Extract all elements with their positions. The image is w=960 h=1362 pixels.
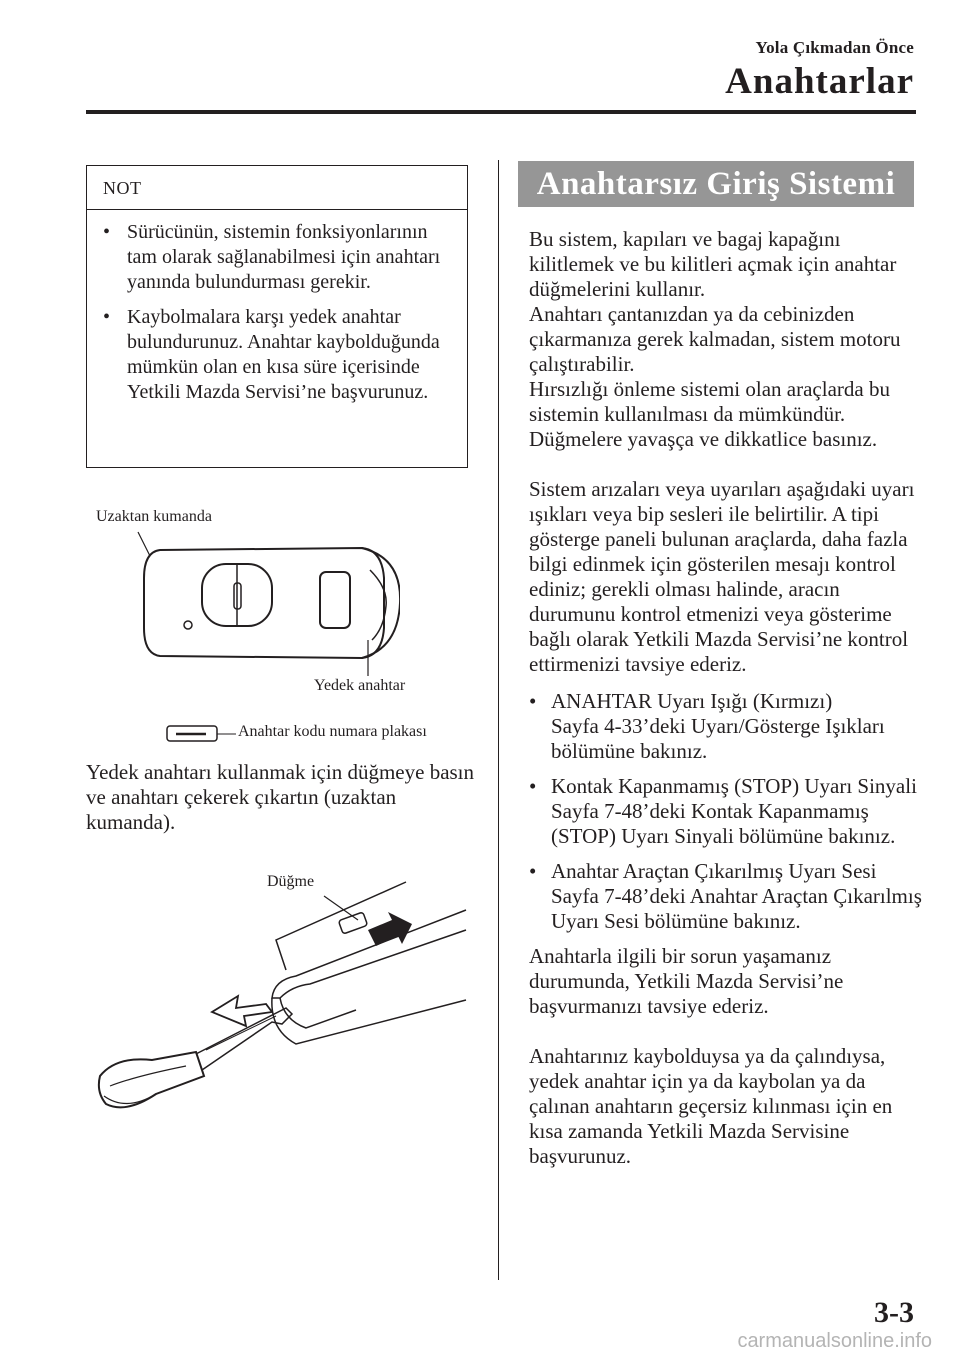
- paragraph: Sistem arızaları veya uyarıları aşağıdaki uyarı ışıkları veya bip sesleri ile belirtilir. A tipi gösterge paneli bulunan araçlarda, daha fazla bilgi edinmek için gösterilen mesajı kontrol ediniz; gerekli olması halinde, aracın durumunu kontrol etmenizi veya gösterime bağlı olarak Yetkili Mazda Servisi’ne kontrol ettirmenizi tavsiye ederiz.: [529, 477, 915, 676]
- warning-item: [529, 859, 929, 934]
- warning-title: • Kontak Kapanmamış (STOP) Uyarı Sinyali: [551, 774, 917, 798]
- paragraph: Anahtarınız kaybolduysa ya da çalındıysa, yedek anahtar için ya da kaybolan ya da çalınan anahtarın geçersiz kılınması için en kısa zamanda Yetkili Mazda Servisine başvurunuz.: [529, 1044, 893, 1168]
- paragraph: Anahtarla ilgili bir sorun yaşamanız durumunda, Yetkili Mazda Servisi’ne başvurmanızı tavsiye ederiz.: [529, 944, 844, 1018]
- spare-key-removal-illustration: [96, 880, 476, 1130]
- section-banner: Anahtarsız Giriş Sistemi: [518, 161, 914, 207]
- warning-reference: Sayfa 7-48’deki Kontak Kapanmamış (STOP) Uyarı Sinyali bölümüne bakınız.: [551, 799, 896, 848]
- note-box: [86, 165, 468, 468]
- label-remote: Uzaktan kumanda: [96, 508, 212, 525]
- chapter-title: Yola Çıkmadan Önce: [755, 38, 914, 57]
- label-spare-key: Yedek anahtar: [314, 677, 406, 694]
- paragraph: Düğmelere yavaşça ve dikkatlice basınız.: [529, 427, 878, 451]
- header-rule: [86, 110, 916, 114]
- note-item: • Kaybolmalara karşı yedek anahtar bulundurunuz. Anahtar kaybolduğunda mümkün olan en kısa süre içerisinde Yetkili Mazda Servisi’ne başvurunuz.: [87, 305, 467, 405]
- label-code-plate: Anahtar kodu numara plakası: [238, 723, 427, 740]
- paragraph: Hırsızlığı önleme sistemi olan araçlarda bu sistemin kullanılması da mümkündür.: [529, 377, 890, 426]
- warning-list: [529, 689, 929, 934]
- spare-key-instruction: Yedek anahtarı kullanmak için düğmeye basın ve anahtarı çekerek çıkartın (uzaktan kumanda).: [86, 760, 475, 834]
- label-button: Düğme: [267, 873, 315, 890]
- warning-title: • ANAHTAR Uyarı Işığı (Kırmızı): [551, 689, 833, 713]
- paragraph: Bu sistem, kapıları ve bagaj kapağını kilitlemek ve bu kilitleri açmak için anahtar düğmelerini kullanır.: [529, 227, 897, 301]
- warning-item: [529, 774, 929, 849]
- page-title: Anahtarlar: [725, 61, 914, 102]
- right-column: [529, 227, 929, 1169]
- watermark: carmanualsonline.info: [737, 1330, 932, 1352]
- note-item: • Sürücünün, sistemin fonksiyonlarının tam olarak sağlanabilmesi için anahtarı yanında bulundurması gerekir.: [87, 220, 467, 295]
- note-heading: NOT: [87, 166, 467, 210]
- key-fob-illustration: [130, 528, 400, 678]
- warning-reference: Sayfa 4-33’deki Uyarı/Gösterge Işıkları bölümüne bakınız.: [551, 714, 885, 763]
- note-list: [87, 210, 467, 405]
- warning-title: • Anahtar Araçtan Çıkarılmış Uyarı Sesi: [551, 859, 877, 883]
- paragraph: Anahtarı çantanızdan ya da cebinizden çıkarmanıza gerek kalmadan, sistem motoru çalıştırabilir.: [529, 302, 901, 376]
- warning-reference: Sayfa 7-48’deki Anahtar Araçtan Çıkarılmış Uyarı Sesi bölümüne bakınız.: [551, 884, 922, 933]
- code-plate-icon: [166, 724, 236, 744]
- page-number: 3-3: [874, 1296, 914, 1329]
- warning-item: [529, 689, 929, 764]
- column-divider: [498, 160, 499, 1280]
